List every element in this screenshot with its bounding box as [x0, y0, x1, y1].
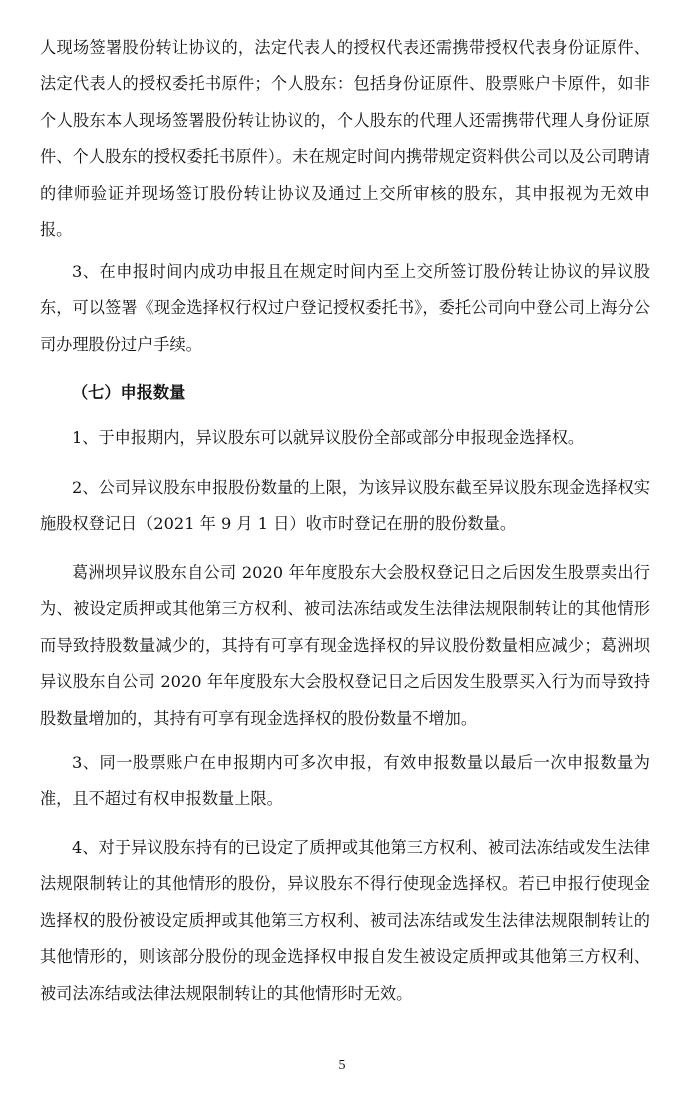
paragraph-gezhouba-shareholders: 葛洲坝异议股东自公司 2020 年年度股东大会股权登记日之后因发生股票卖出行为、被设定质押或其他第三方权利、被司法冻结或发生法律法规限制转让的其他情形而导致持股数量减少的，其持有可享有现金选择权的异议股份数量相应减少；葛洲坝异议股东自公司 2020 年年度股东大会股权登记日之后因发生股票买入行为而导致持股数量增加的，其持有可享有现金选择权的股份数量不增加。 [40, 563, 651, 728]
section-heading-declaration-quantity: （七）申报数量 [72, 383, 186, 402]
paragraph-item-3-multiple-declarations: 3、同一股票账户在申报期内可多次申报，有效申报数量以最后一次申报数量为准，且不超过有权申报数量上限。 [40, 753, 650, 809]
page-number: 5 [338, 1058, 346, 1073]
paragraph-item-3-transfer-registration: 3、在申报时间内成功申报且在规定时间内至上交所签订股份转让协议的异议股东，可以签署《现金选择权行权过户登记授权委托书》，委托公司向中登公司上海分公司办理股份过户手续。 [40, 262, 650, 354]
paragraph-continued-identity-documents: 人现场签署股份转让协议的，法定代表人的授权代表还需携带授权代表身份证原件、法定代表人的授权委托书原件；个人股东：包括身份证原件、股票账户卡原件，如非个人股东本人现场签署股份转让协议的，个人股东的代理人还需携带代理人身份证原件、个人股东的授权委托书原件）。未在规定时间内携带规定资料供公司以及公司聘请的律师验证并现场签订股份转让协议及通过上交所审核的股东，其申报视为无效申报。 [40, 38, 650, 240]
paragraph-item-4-pledged-shares: 4、对于异议股东持有的已设定了质押或其他第三方权利、被司法冻结或发生法律法规限制转让的其他情形的股份，异议股东不得行使现金选择权。若已申报行使现金选择权的股份被设定质押或其他第三方权利、被司法冻结或发生法律法规限制转让的其他情形的，则该部分股份的现金选择权申报自发生被设定质押或其他第三方权利、被司法冻结或法律法规限制转让的其他情形时无效。 [40, 838, 650, 1003]
paragraph-item-1-declaration-period: 1、于申报期内，异议股东可以就异议股份全部或部分申报现金选择权。 [72, 428, 585, 447]
paragraph-item-2-quantity-limit: 2、公司异议股东申报股份数量的上限，为该异议股东截至异议股东现金选择权实施股权登记日（2021 年 9 月 1 日）收市时登记在册的股份数量。 [40, 478, 650, 534]
